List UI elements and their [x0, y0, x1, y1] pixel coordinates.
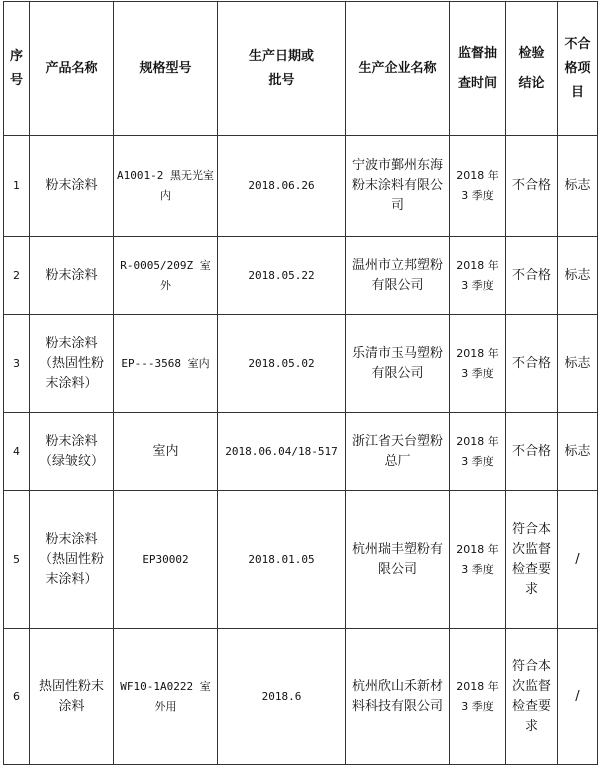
cell-period: 2018 年 3 季度 — [450, 491, 506, 629]
cell-product: 粉末涂料（热固性粉末涂料） — [30, 315, 114, 413]
cell-company: 杭州欣山禾新材料科技有限公司 — [346, 629, 450, 765]
cell-spec: A1001-2 黑无光室内 — [114, 136, 218, 237]
cell-company: 乐清市玉马塑粉有限公司 — [346, 315, 450, 413]
cell-spec: EP30002 — [114, 491, 218, 629]
table-row — [4, 491, 598, 629]
cell-spec: R-0005/209Z 室外 — [114, 237, 218, 315]
cell-item: / — [558, 629, 598, 765]
cell-result: 符合本次监督检查要求 — [506, 629, 558, 765]
results-table-wrapper — [3, 1, 598, 765]
cell-period: 2018 年 3 季度 — [450, 413, 506, 491]
cell-item: 标志 — [558, 136, 598, 237]
table-row — [4, 237, 598, 315]
cell-spec: WF10-1A0222 室外用 — [114, 629, 218, 765]
cell-company: 温州市立邦塑粉有限公司 — [346, 237, 450, 315]
cell-product: 粉末涂料 — [30, 136, 114, 237]
cell-period: 2018 年 3 季度 — [450, 315, 506, 413]
cell-item: 标志 — [558, 237, 598, 315]
cell-spec: 室内 — [114, 413, 218, 491]
header-row — [4, 2, 598, 136]
cell-product: 热固性粉末涂料 — [30, 629, 114, 765]
cell-result: 不合格 — [506, 315, 558, 413]
header-date: 生产日期或批号 — [218, 2, 346, 136]
cell-product: 粉末涂料（绿皱纹） — [30, 413, 114, 491]
cell-seq: 6 — [4, 629, 30, 765]
cell-seq: 4 — [4, 413, 30, 491]
cell-period: 2018 年 3 季度 — [450, 136, 506, 237]
cell-seq: 1 — [4, 136, 30, 237]
header-item: 不合格项目 — [558, 2, 598, 136]
cell-company: 杭州瑞丰塑粉有限公司 — [346, 491, 450, 629]
header-spec: 规格型号 — [114, 2, 218, 136]
cell-spec: EP---3568 室内 — [114, 315, 218, 413]
cell-product: 粉末涂料 — [30, 237, 114, 315]
cell-result: 不合格 — [506, 237, 558, 315]
cell-result: 不合格 — [506, 413, 558, 491]
header-company: 生产企业名称 — [346, 2, 450, 136]
inspection-results-table — [3, 1, 598, 765]
header-product: 产品名称 — [30, 2, 114, 136]
cell-seq: 5 — [4, 491, 30, 629]
cell-result: 符合本次监督检查要求 — [506, 491, 558, 629]
header-period: 监督抽查时间 — [450, 2, 506, 136]
cell-seq: 3 — [4, 315, 30, 413]
cell-company: 宁波市鄞州东海粉末涂料有限公司 — [346, 136, 450, 237]
cell-date: 2018.6 — [218, 629, 346, 765]
cell-date: 2018.05.22 — [218, 237, 346, 315]
table-row — [4, 315, 598, 413]
header-seq: 序号 — [4, 2, 30, 136]
cell-date: 2018.05.02 — [218, 315, 346, 413]
cell-date: 2018.01.05 — [218, 491, 346, 629]
table-row — [4, 413, 598, 491]
table-row — [4, 629, 598, 765]
cell-seq: 2 — [4, 237, 30, 315]
header-result: 检验结论 — [506, 2, 558, 136]
cell-item: 标志 — [558, 413, 598, 491]
cell-period: 2018 年 3 季度 — [450, 629, 506, 765]
cell-date: 2018.06.04/18-517 — [218, 413, 346, 491]
table-row — [4, 136, 598, 237]
cell-result: 不合格 — [506, 136, 558, 237]
cell-item: 标志 — [558, 315, 598, 413]
cell-period: 2018 年 3 季度 — [450, 237, 506, 315]
cell-date: 2018.06.26 — [218, 136, 346, 237]
cell-item: / — [558, 491, 598, 629]
cell-product: 粉末涂料（热固性粉末涂料） — [30, 491, 114, 629]
cell-company: 浙江省天台塑粉总厂 — [346, 413, 450, 491]
